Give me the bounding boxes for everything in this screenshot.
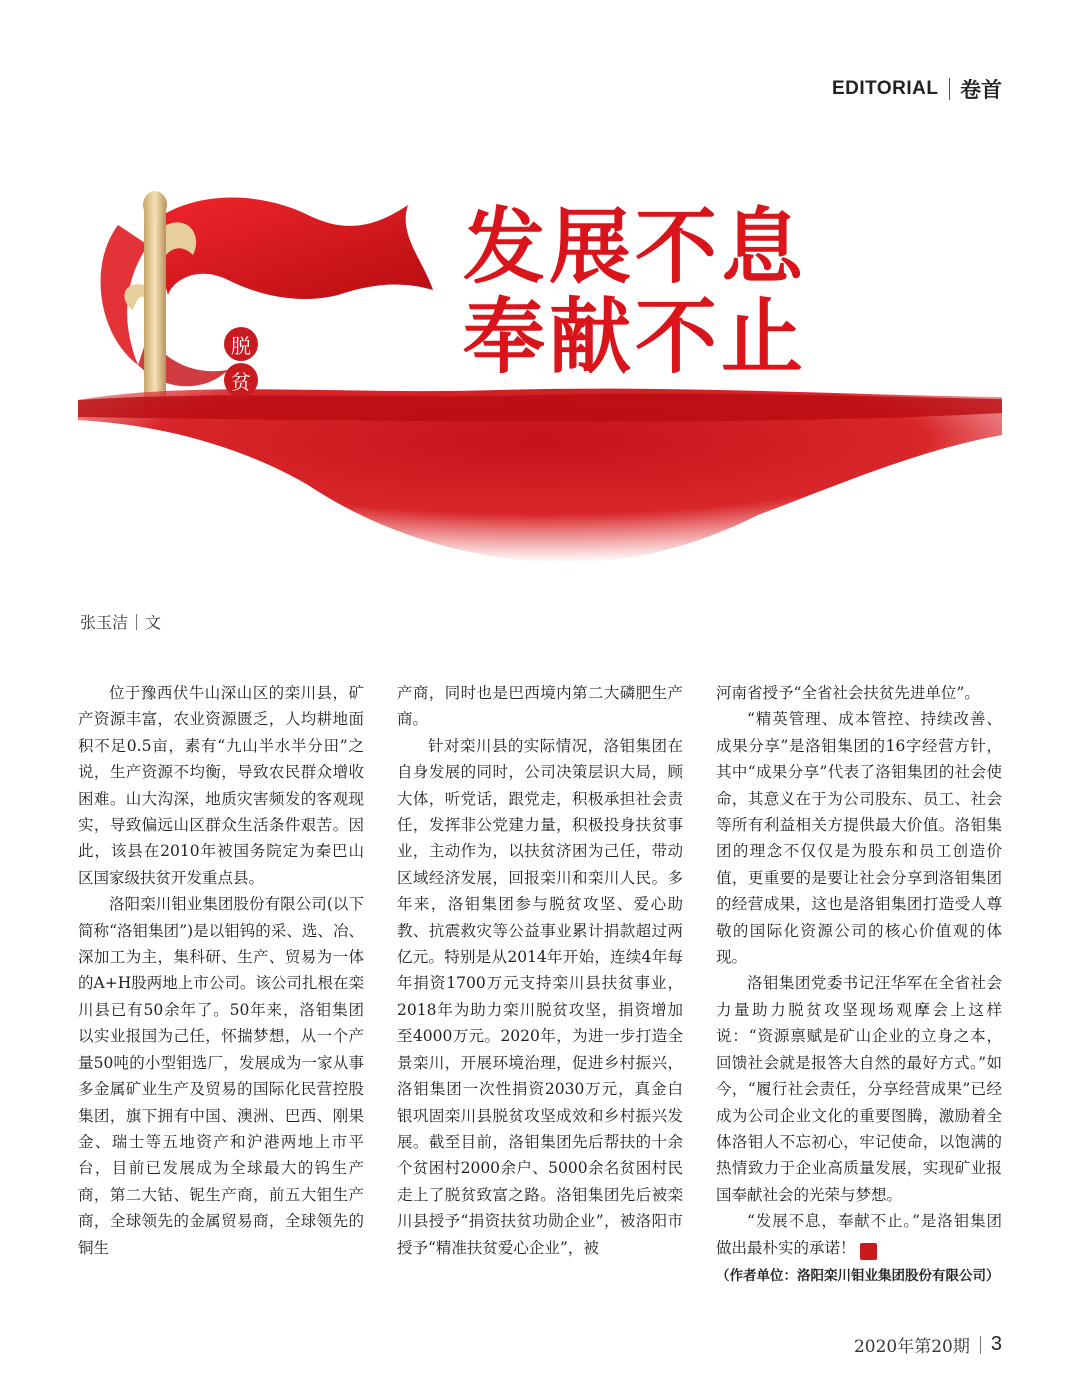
- paragraph: “精英管理、成本管控、持续改善、成果分享”是洛钼集团的16字经营方针，其中“成果分享”代表了洛钼集团的社会使命，其意义在于为公司股东、员工、社会等所有利益相关方提供最大价值。洛钼集团的理念不仅仅是为股东和员工创造价值，更重要的是要让社会分享到洛钼集团的经营成果，这也是洛钼集团打造受人尊敬的国际化资源公司的核心价值观的体现。: [716, 710, 1002, 967]
- closing-text: “发展不息，奉献不止。”是洛钼集团做出最朴实的承诺！: [716, 1212, 1002, 1257]
- paragraph: 河南省授予“全省社会扶贫先进单位”。: [716, 684, 980, 702]
- section-label-cn: 卷首: [960, 78, 1002, 102]
- end-mark-icon: 中: [860, 1243, 877, 1260]
- paragraph: 洛阳栾川钼业集团股份有限公司(以下简称“洛钼集团”)是以钼钨的采、选、冶、深加工为主，集科研、生产、贸易为一体的A+H股两地上市公司。该公司扎根在栾川县已有50余年了。50年来，洛钼集团以实业报国为己任，怀揣梦想，从一个产量50吨的小型钼选厂，发展成为一家从事多金属矿业生产及贸易的国际化民营控股集团，旗下拥有中国、澳洲、巴西、刚果金、瑞士等五地资产和沪港两地上市平台，目前已发展成为全球最大的钨生产商，第二大钴、铌生产商，前五大钼生产商，全球领先的金属贸易商，全球领先的铜生: [78, 895, 364, 1257]
- section-header: [832, 74, 1002, 104]
- closing-paragraph: [716, 1208, 1002, 1261]
- paragraph: 产商，同时也是巴西境内第二大磷肥生产商。: [397, 684, 683, 729]
- section-label-en: EDITORIAL: [831, 78, 939, 99]
- paragraph: 位于豫西伏牛山深山区的栾川县，矿产资源丰富，农业资源匮乏，人均耕地面积不足0.5亩，素有“九山半水半分田”之说，生产资源不均衡，导致农民群众增收困难。山大沟深，地质灾害频发的客观现实，导致偏远山区群众生活条件艰苦。因此，该县在2010年被国务院定为秦巴山区国家级扶贫开发重点县。: [78, 684, 364, 887]
- issue-label: 2020年第20期: [853, 1337, 970, 1357]
- article-column-2: [397, 680, 683, 1289]
- page-number: 3: [990, 1333, 1002, 1355]
- article-body: [78, 680, 1002, 1289]
- page-footer: [854, 1332, 1002, 1357]
- byline: [80, 610, 161, 633]
- author-role: 文: [145, 613, 162, 632]
- author-name: 张玉洁: [80, 613, 129, 632]
- headline-line-1: 发展不息: [463, 200, 808, 295]
- paragraph: 洛钼集团党委书记汪华军在全省社会力量助力脱贫攻坚现场观摩会上这样说：“资源禀赋是矿山企业的立身之本，回馈社会就是报答大自然的最好方式。”如今，“履行社会责任，分享经营成果”已经成为公司企业文化的重要图腾，激励着全体洛钼人不忘初心，牢记使命，以饱满的热情致力于企业高质量发展，实现矿业报国奉献社会的光荣与梦想。: [716, 974, 1002, 1204]
- paragraph: 针对栾川县的实际情况，洛钼集团在自身发展的同时，公司决策层识大局，顾大体，听党话，跟党走，积极承担社会责任，发挥非公党建力量，积极投身扶贫事业，主动作为，以扶贫济困为己任，带动区域经济发展，回报栾川和栾川人民。多年来，洛钼集团参与脱贫攻坚、爱心助教、抗震救灾等公益事业累计捐款超过两亿元。特别是从2014年开始，连续4年每年捐资1700万元支持栾川县扶贫事业，2018年为助力栾川脱贫攻坚，捐资增加至4000万元。2020年，为进一步打造全景栾川，开展环境治理，促进乡村振兴，洛钼集团一次性捐资2030万元，真金白银巩固栾川县脱贫攻坚成效和乡村振兴发展。截至目前，洛钼集团先后帮扶的十余个贫困村2000余户、5000余名贫困村民走上了脱贫致富之路。洛钼集团先后被栾川县授予“捐资扶贫功勋企业”，被洛阳市授予“精准扶贫爱心企业”，被: [397, 736, 683, 1257]
- article-column-1: [78, 680, 364, 1289]
- headline-line-2: 奉献不止: [463, 290, 808, 385]
- author-affiliation: （作者单位：洛阳栾川钼业集团股份有限公司）: [716, 1267, 1000, 1284]
- footer-divider: [980, 1336, 981, 1354]
- article-column-3: [716, 680, 1002, 1289]
- topic-badge-2: 贫: [224, 363, 258, 397]
- topic-badge-1: 脱: [224, 327, 258, 361]
- header-divider: [949, 78, 951, 100]
- title-banner: [78, 185, 1002, 585]
- byline-divider: [136, 614, 137, 630]
